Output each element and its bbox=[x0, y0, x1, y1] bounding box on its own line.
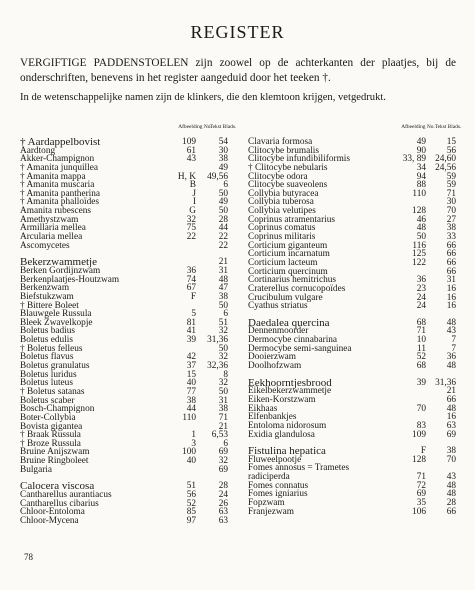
entry-figure-number: 39 bbox=[416, 377, 426, 388]
entry-figure-number: 24 bbox=[416, 301, 426, 312]
entry-page-number: 54 bbox=[218, 137, 228, 147]
entry-page-number: 33 bbox=[446, 232, 456, 243]
entry-page-number: 48 bbox=[446, 317, 456, 328]
entry-figure-number: 3 bbox=[191, 438, 196, 449]
entry-name: Bleek Zwavelkopje bbox=[20, 317, 93, 328]
index-column-left bbox=[20, 122, 235, 526]
entry-name: Ascomycetes bbox=[20, 240, 70, 251]
index-entry bbox=[248, 396, 463, 405]
entry-name: Berkenzwam bbox=[20, 283, 70, 294]
entry-name: Collybia butyracea bbox=[248, 188, 319, 199]
entry-page-number: 63 bbox=[218, 515, 228, 526]
header-afbeelding: Afbeelding No. bbox=[401, 124, 435, 130]
entry-page-number: 6 bbox=[223, 180, 228, 191]
entry-name: Dermocybe cinnabarina bbox=[248, 335, 338, 346]
entry-figure-number: F bbox=[420, 446, 426, 457]
entry-page-number: 44 bbox=[218, 223, 228, 234]
entry-name: Coprinus militaris bbox=[248, 232, 316, 243]
entry-page-number: 66 bbox=[446, 266, 456, 277]
entry-name: Berken Gordijnzwam bbox=[20, 265, 101, 276]
entry-page-number: 66 bbox=[446, 506, 456, 517]
entry-name: Fopzwam bbox=[248, 497, 285, 508]
entry-figure-number: 90 bbox=[416, 145, 426, 156]
entry-name: † Bittere Boleet bbox=[20, 300, 79, 311]
entry-figure-number: 74 bbox=[186, 274, 196, 285]
entry-page-number: 43 bbox=[446, 472, 456, 483]
entry-name: Cortinarius hemitrichus bbox=[248, 275, 337, 286]
entry-figure-number: 36 bbox=[416, 275, 426, 286]
entry-figure-number: B bbox=[189, 180, 196, 191]
entry-figure-number: 77 bbox=[186, 386, 196, 397]
entry-page-number: 49 bbox=[218, 197, 228, 208]
entry-figure-number: 68 bbox=[416, 317, 426, 328]
entry-name: Boletus edulis bbox=[20, 335, 73, 346]
entry-figure-number: 109 bbox=[182, 137, 196, 147]
entry-figure-number: 116 bbox=[412, 240, 426, 251]
entry-name: Boletus flavus bbox=[20, 352, 74, 363]
entry-name: radiciperda bbox=[248, 472, 290, 483]
entry-page-number: 32 bbox=[218, 456, 228, 467]
entry-name: Coprinus atramentarius bbox=[248, 214, 336, 225]
entry-name: Clitocybe suaveolens bbox=[248, 180, 328, 191]
entry-name: Blauwgele Russula bbox=[20, 309, 92, 320]
index-entry bbox=[248, 302, 463, 311]
entry-page-number: 71 bbox=[446, 188, 456, 199]
entry-figure-number: 41 bbox=[186, 326, 196, 337]
entry-figure-number: 56 bbox=[186, 489, 196, 500]
index-rows-right bbox=[248, 138, 463, 516]
page-title: REGISTER bbox=[190, 22, 285, 42]
entry-name: Dermocybe semi-sanguinea bbox=[248, 343, 352, 354]
entry-figure-number: 49 bbox=[416, 137, 426, 147]
index-entry bbox=[20, 457, 235, 466]
entry-page-number: 48 bbox=[446, 403, 456, 414]
entry-page-number: 21 bbox=[446, 386, 456, 397]
entry-page-number: 66 bbox=[446, 240, 456, 251]
entry-name: Corticium quercinum bbox=[248, 266, 328, 277]
entry-figure-number: 75 bbox=[186, 223, 196, 234]
entry-page-number: 50 bbox=[218, 386, 228, 397]
index-column-right bbox=[248, 122, 463, 516]
entry-name: Entoloma nidorosum bbox=[248, 420, 327, 431]
entry-name: Arcularia mellea bbox=[20, 232, 83, 243]
entry-name: Calocera viscosa bbox=[20, 480, 95, 493]
entry-page-number: 59 bbox=[446, 180, 456, 191]
entry-page-number: 6,53 bbox=[211, 430, 228, 441]
entry-figure-number: 11 bbox=[417, 343, 426, 354]
entry-page-number: 32 bbox=[218, 326, 228, 337]
entry-name: Cyathus striatus bbox=[248, 301, 308, 312]
entry-name: † Braak Russula bbox=[20, 430, 81, 441]
entry-name: Boletus luteus bbox=[20, 378, 73, 389]
entry-figure-number: 69 bbox=[416, 489, 426, 500]
entry-page-number: 38 bbox=[446, 223, 456, 234]
entry-page-number: 56 bbox=[446, 145, 456, 156]
entry-page-number: 27 bbox=[446, 214, 456, 225]
entry-page-number: 28 bbox=[218, 214, 228, 225]
entry-page-number: 50 bbox=[218, 343, 228, 354]
entry-page-number: 50 bbox=[218, 300, 228, 311]
entry-page-number: 66 bbox=[446, 394, 456, 405]
entry-figure-number: 122 bbox=[412, 257, 426, 268]
entry-page-number: 31 bbox=[218, 265, 228, 276]
entry-name: Corticium lacteum bbox=[248, 257, 318, 268]
entry-name: Eiken-Korstzwam bbox=[248, 394, 316, 405]
entry-page-number: 31,36 bbox=[207, 335, 228, 346]
entry-page-number: 50 bbox=[218, 206, 228, 217]
entry-name: Bruine Ringboleet bbox=[20, 456, 89, 467]
entry-page-number: 43 bbox=[446, 326, 456, 337]
intro-paragraph: VERGIFTIGE PADDENSTOELEN zijn zoowel op de achterkanten der plaatjes, bij de onderschriften, benevens in het register aangeduid door het teeken †. bbox=[20, 57, 456, 84]
entry-page-number: 70 bbox=[446, 206, 456, 217]
entry-page-number: 24,56 bbox=[435, 162, 456, 173]
entry-page-number: 63 bbox=[446, 420, 456, 431]
entry-name: † Broze Russula bbox=[20, 438, 81, 449]
entry-page-number: 30 bbox=[218, 145, 228, 156]
entry-name: Fluweelpootje bbox=[248, 454, 302, 465]
entry-name: Collybia tuberosa bbox=[248, 197, 314, 208]
entry-page-number: 28 bbox=[218, 481, 228, 492]
entry-page-number: 26 bbox=[218, 498, 228, 509]
entry-figure-number: 109 bbox=[412, 429, 426, 440]
entry-figure-number: 24 bbox=[416, 292, 426, 303]
entry-figure-number: 38 bbox=[186, 395, 196, 406]
entry-page-number: 22 bbox=[218, 232, 228, 243]
entry-figure-number: 40 bbox=[186, 378, 196, 389]
entry-name: Armillaria mellea bbox=[20, 223, 86, 234]
entry-page-number: 21 bbox=[218, 257, 228, 268]
entry-figure-number: 94 bbox=[416, 171, 426, 182]
entry-figure-number: 40 bbox=[186, 456, 196, 467]
entry-name: Boter-Collybia bbox=[20, 412, 76, 423]
entry-page-number: 30 bbox=[446, 197, 456, 208]
entry-page-number: 7 bbox=[451, 335, 456, 346]
entry-figure-number: 52 bbox=[416, 352, 426, 363]
entry-figure-number: 100 bbox=[182, 447, 196, 458]
entry-figure-number: 128 bbox=[412, 454, 426, 465]
entry-name: † Amanita junquillea bbox=[20, 162, 98, 173]
entry-figure-number: 106 bbox=[412, 506, 426, 517]
entry-figure-number: 36 bbox=[186, 265, 196, 276]
entry-page-number: 32 bbox=[218, 378, 228, 389]
entry-name: Boletus scaber bbox=[20, 395, 75, 406]
entry-page-number: 31 bbox=[446, 275, 456, 286]
entry-name: Bulgaria bbox=[20, 464, 53, 475]
entry-name: † Amanita phalloïdes bbox=[20, 197, 100, 208]
entry-name: Fomes igniarius bbox=[248, 489, 308, 500]
entry-figure-number: 34 bbox=[416, 162, 426, 173]
entry-name: Corticium incarnatum bbox=[248, 249, 330, 260]
entry-name: Chloor-Entoloma bbox=[20, 507, 85, 518]
entry-name: Fomes annosus = Trametes bbox=[248, 463, 350, 474]
entry-figure-number: 42 bbox=[186, 352, 196, 363]
entry-page-number: 16 bbox=[446, 283, 456, 294]
entry-page-number: 31 bbox=[218, 395, 228, 406]
entry-figure-number: 43 bbox=[186, 154, 196, 165]
entry-figure-number: 44 bbox=[186, 404, 196, 415]
entry-name: Franjezwam bbox=[248, 506, 294, 517]
entry-name: Craterellus cornucopoïdes bbox=[248, 283, 346, 294]
entry-page-number: 69 bbox=[446, 429, 456, 440]
entry-figure-number: 37 bbox=[186, 361, 196, 372]
entry-page-number: 38 bbox=[218, 154, 228, 165]
entry-page-number: 70 bbox=[446, 454, 456, 465]
entry-page-number: 7 bbox=[451, 343, 456, 354]
entry-figure-number: 71 bbox=[416, 326, 426, 337]
entry-figure-number: 23 bbox=[416, 283, 426, 294]
entry-name: Clitocybe odora bbox=[248, 171, 308, 182]
entry-name: † Amanita mappa bbox=[20, 171, 86, 182]
entry-page-number: 66 bbox=[446, 249, 456, 260]
entry-figure-number: 46 bbox=[416, 214, 426, 225]
entry-name: Bovista gigantea bbox=[20, 421, 83, 432]
entry-name: Fomes connatus bbox=[248, 480, 309, 491]
entry-name: Amanita rubescens bbox=[20, 206, 91, 217]
entry-page-number: 51 bbox=[218, 317, 228, 328]
entry-name: Bruine Anijszwam bbox=[20, 447, 90, 458]
entry-name: † Aardappelbovist bbox=[20, 136, 101, 148]
entry-page-number: 32,36 bbox=[207, 361, 228, 372]
entry-page-number: 47 bbox=[218, 283, 228, 294]
stress-note: In de wetenschappelijke namen zijn de klinkers, die den klemtoon krijgen, vetgedrukt. bbox=[20, 92, 386, 103]
entry-figure-number: 39 bbox=[186, 335, 196, 346]
entry-name: Doolhofzwam bbox=[248, 361, 302, 372]
entry-figure-number: J bbox=[192, 188, 196, 199]
entry-figure-number: G bbox=[189, 206, 196, 217]
entry-page-number: 69 bbox=[218, 447, 228, 458]
entry-figure-number: H, K bbox=[177, 171, 196, 182]
entry-page-number: 24 bbox=[218, 489, 228, 500]
entry-figure-number: 70 bbox=[416, 403, 426, 414]
entry-name: Aardtong bbox=[20, 145, 56, 156]
header-tekst: Tekst Blads. bbox=[209, 124, 237, 130]
entry-page-number: 49,56 bbox=[207, 171, 228, 182]
entry-page-number: 63 bbox=[218, 507, 228, 518]
entry-name: Collybia velutipes bbox=[248, 206, 316, 217]
entry-name: Eikelbekerzwammetje bbox=[248, 386, 332, 397]
entry-page-number: 21 bbox=[218, 421, 228, 432]
entry-name: Boletus granulatus bbox=[20, 361, 90, 372]
entry-figure-number: 71 bbox=[416, 472, 426, 483]
index-entry bbox=[248, 431, 463, 440]
entry-name: † Amanita pantherina bbox=[20, 188, 101, 199]
entry-name: Eekhoorntjesbrood bbox=[248, 376, 332, 389]
column-header bbox=[248, 122, 463, 138]
entry-figure-number: 52 bbox=[186, 498, 196, 509]
header-afbeelding: Afbeelding No. bbox=[178, 124, 212, 130]
entry-figure-number: 51 bbox=[186, 481, 196, 492]
entry-figure-number: 81 bbox=[186, 317, 196, 328]
entry-figure-number: 68 bbox=[416, 361, 426, 372]
entry-figure-number: 85 bbox=[186, 507, 196, 518]
entry-name: Elfenbankjes bbox=[248, 412, 297, 423]
entry-page-number: 71 bbox=[218, 412, 228, 423]
entry-page-number: 48 bbox=[446, 480, 456, 491]
entry-figure-number: 33, 89 bbox=[402, 154, 426, 165]
entry-page-number: 38 bbox=[446, 446, 456, 457]
entry-page-number: 6 bbox=[223, 438, 228, 449]
entry-name: Akker-Champignon bbox=[20, 154, 95, 165]
entry-name: Boletus badius bbox=[20, 326, 76, 337]
entry-figure-number: 72 bbox=[416, 480, 426, 491]
entry-name: Eikhaas bbox=[248, 403, 278, 414]
entry-figure-number: 10 bbox=[416, 335, 426, 346]
entry-name: Bosch-Champignon bbox=[20, 404, 95, 415]
entry-figure-number: 88 bbox=[416, 180, 426, 191]
entry-page-number: 50 bbox=[218, 188, 228, 199]
entry-figure-number: 5 bbox=[191, 309, 196, 320]
entry-page-number: 32 bbox=[218, 352, 228, 363]
page-number: 78 bbox=[24, 552, 33, 562]
entry-name: Berkenplaatjes-Houtzwam bbox=[20, 274, 120, 285]
entry-page-number: 48 bbox=[446, 489, 456, 500]
entry-name: Dooierzwam bbox=[248, 352, 297, 363]
entry-page-number: 16 bbox=[446, 412, 456, 423]
entry-name: Fistulina hepatica bbox=[248, 445, 326, 458]
entry-name: Crucibulum vulgare bbox=[248, 292, 323, 303]
index-entry bbox=[248, 508, 463, 517]
entry-page-number: 31,36 bbox=[435, 377, 456, 388]
entry-name: Clitocybe infundibiliformis bbox=[248, 154, 350, 165]
entry-page-number: 8 bbox=[223, 369, 228, 380]
entry-figure-number: 83 bbox=[416, 420, 426, 431]
entry-page-number: 6 bbox=[223, 309, 228, 320]
entry-name: Dennenmoorder bbox=[248, 326, 309, 337]
entry-name: † Clitocybe nebularis bbox=[248, 162, 328, 173]
entry-name: Biefstukzwam bbox=[20, 291, 74, 302]
entry-name: Clavaria formosa bbox=[248, 137, 313, 147]
entry-name: Coprinus comatus bbox=[248, 223, 316, 234]
entry-page-number: 36 bbox=[446, 352, 456, 363]
entry-page-number: 22 bbox=[218, 240, 228, 251]
entry-figure-number: F bbox=[190, 291, 196, 302]
entry-name: Cantharellus cibarius bbox=[20, 498, 99, 509]
entry-figure-number: 35 bbox=[416, 497, 426, 508]
entry-page-number: 16 bbox=[446, 301, 456, 312]
entry-name: Amethystzwam bbox=[20, 214, 79, 225]
header-tekst: Tekst Blads. bbox=[434, 124, 462, 130]
entry-figure-number: 110 bbox=[182, 412, 196, 423]
entry-page-number: 49 bbox=[218, 162, 228, 173]
entry-figure-number: 67 bbox=[186, 283, 196, 294]
entry-name: † Boletus satanas bbox=[20, 386, 85, 397]
entry-page-number: 16 bbox=[446, 292, 456, 303]
entry-figure-number: 110 bbox=[412, 188, 426, 199]
entry-page-number: 48 bbox=[218, 274, 228, 285]
entry-name: † Boletus felleus bbox=[20, 343, 83, 354]
entry-figure-number: 22 bbox=[186, 232, 196, 243]
index-entry bbox=[248, 362, 463, 371]
entry-name: Boletus luridus bbox=[20, 369, 77, 380]
entry-page-number: 28 bbox=[446, 497, 456, 508]
entry-name: Corticium giganteum bbox=[248, 240, 328, 251]
entry-name: Clitocybe brumalis bbox=[248, 145, 320, 156]
entry-name: † Amanita muscaria bbox=[20, 180, 95, 191]
entry-name: Chloor-Mycena bbox=[20, 515, 79, 526]
entry-name: Bekerzwammetje bbox=[20, 256, 97, 269]
entry-page-number: 59 bbox=[446, 171, 456, 182]
entry-name: Cantharellus aurantiacus bbox=[20, 489, 112, 500]
entry-figure-number: I bbox=[192, 197, 196, 208]
entry-page-number: 24,60 bbox=[435, 154, 456, 165]
entry-name: Exidia glandulosa bbox=[248, 429, 315, 440]
entry-page-number: 38 bbox=[218, 404, 228, 415]
entry-figure-number: 32 bbox=[186, 214, 196, 225]
index-entry bbox=[20, 466, 235, 475]
entry-page-number: 38 bbox=[218, 291, 228, 302]
entry-page-number: 66 bbox=[446, 257, 456, 268]
entry-figure-number: 97 bbox=[186, 515, 196, 526]
entry-page-number: 15 bbox=[446, 137, 456, 147]
entry-figure-number: 128 bbox=[412, 206, 426, 217]
entry-figure-number: 61 bbox=[186, 145, 196, 156]
index-rows-left bbox=[20, 138, 235, 526]
entry-figure-number: 15 bbox=[186, 369, 196, 380]
entry-figure-number: 125 bbox=[412, 249, 426, 260]
index-entry bbox=[20, 242, 235, 251]
entry-figure-number: 1 bbox=[191, 430, 196, 441]
index-entry bbox=[20, 517, 235, 526]
entry-page-number: 48 bbox=[446, 361, 456, 372]
entry-page-number: 69 bbox=[218, 464, 228, 475]
entry-name: Daedalea quercina bbox=[248, 316, 330, 329]
entry-figure-number: 48 bbox=[416, 223, 426, 234]
entry-figure-number: 50 bbox=[416, 232, 426, 243]
